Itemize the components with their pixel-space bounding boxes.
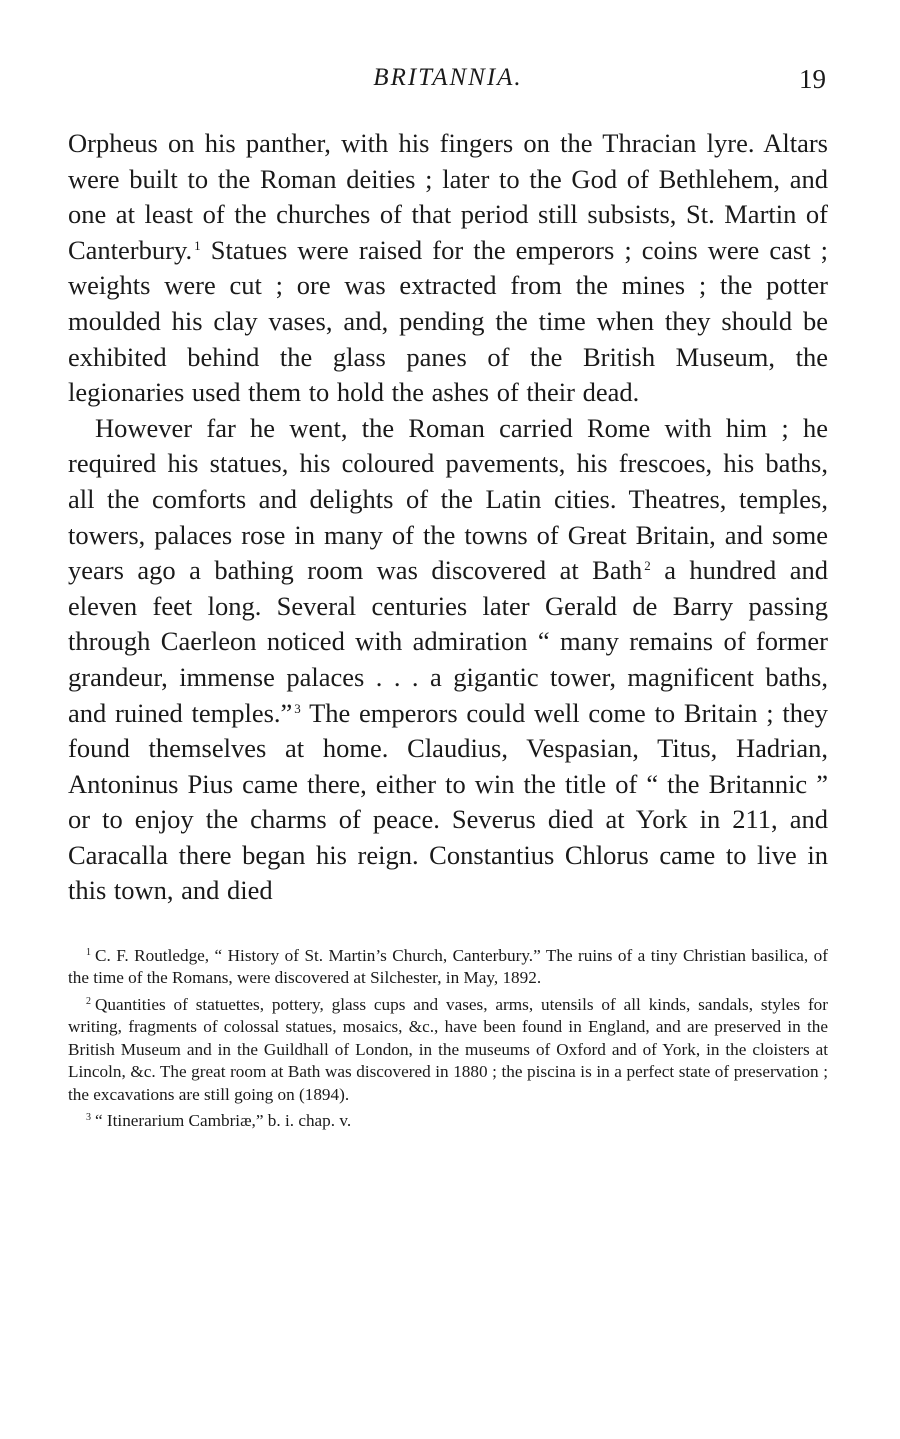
footnotes	[68, 945, 828, 1132]
paragraph-2	[68, 411, 828, 909]
footnote-2-text: Quantities of statuettes, pottery, glass cups and vases, arms, utensils of all kinds, sandals, styles for writing, fragments of colossal statues, mosaics, &c., have been found in England, and are preserved in the British Museum and in the Guildhall of London, in the museums of Oxford and of York, in the cloisters at Lincoln, &c. The great room at Bath was discovered in 1880 ; the piscina is in a perfect state of preservation ; the excavations are still going on (1894).	[68, 994, 828, 1104]
footnote-ref-3: 3	[294, 700, 301, 716]
footnote-1	[68, 945, 828, 990]
footnote-1-mark: 1	[86, 947, 91, 959]
page-number: 19	[799, 64, 826, 94]
footnote-3-mark: 3	[86, 1111, 91, 1123]
paragraph-2-text-b: a hundred and eleven feet long. Several centuries later Gerald de Barry passing through Caerleon noticed with admiration “ many remains of former grandeur, immense palaces . . . a gigantic tower, magnificent baths, and ruined temples.”	[68, 555, 828, 728]
body-text	[68, 126, 828, 909]
footnote-1-text: C. F. Routledge, “ History of St. Martin’s Church, Canterbury.” The ruins of a tiny Christian basilica, of the time of the Romans, were discovered at Silchester, in May, 1892.	[68, 946, 828, 988]
running-head	[68, 62, 828, 102]
footnote-3-text: “ Itinerarium Cambriæ,” b. i. chap. v.	[95, 1110, 352, 1130]
paragraph-2-text-a: However far he went, the Roman carried Rome with him ; he required his statues, his coloured pavements, his frescoes, his baths, all the comforts and delights of the Latin cities. Theatres, temples, towers, palaces rose in many of the towns of Great Britain, and some years ago a bathing room was discovered at Bath	[68, 412, 828, 586]
footnote-2-mark: 2	[86, 995, 91, 1007]
footnote-ref-2: 2	[644, 558, 651, 574]
book-page	[68, 62, 828, 1136]
footnote-3	[68, 1110, 828, 1132]
footnote-ref-1: 1	[194, 237, 201, 253]
running-title: BRITANNIA.	[373, 64, 523, 91]
paragraph-1	[68, 126, 828, 411]
paragraph-1-text-a: Orpheus on his panther, with his fingers on the Thracian lyre. Altars were built to the Roman deities ; later to the God of Bethlehem, and one at least of the churches of that period still subsists, St. Martin of Canterbury.	[68, 128, 828, 265]
paragraph-2-text-c: The emperors could well come to Britain ; they found themselves at home. Claudius, Vespasian, Titus, Hadrian, Antoninus Pius came there, either to win the title of “ the Britannic ” or to enjoy the charms of peace. Severus died at York in 211, and Caracalla there began his reign. Constantius Chlorus came to live in this town, and died	[68, 697, 829, 906]
footnote-2	[68, 994, 828, 1106]
paragraph-1-text-b: Statues were raised for the emperors ; coins were cast ; weights were cut ; ore was extracted from the mines ; the potter moulded his clay vases, and, pending the time when they should be exhibited behind the glass panes of the British Museum, the legionaries used them to hold the ashes of their dead.	[68, 234, 828, 408]
